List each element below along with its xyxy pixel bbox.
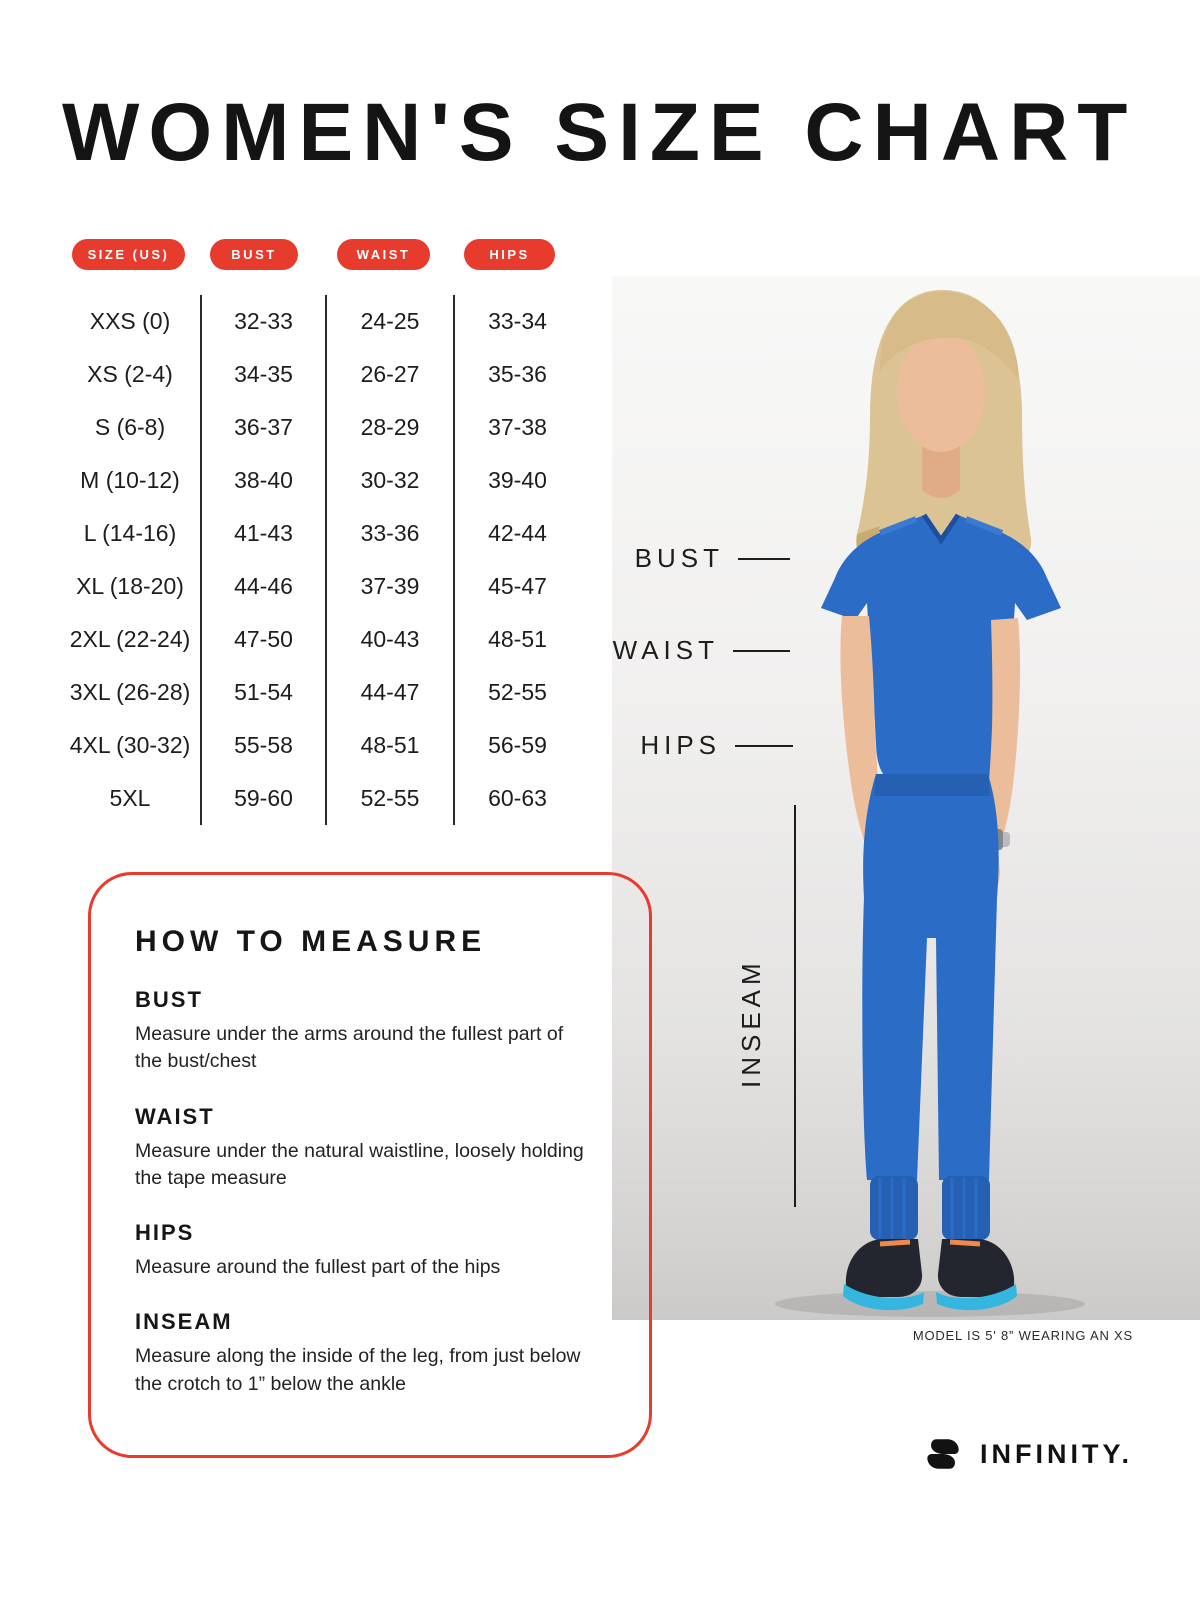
waist-pointer-label: WAIST — [612, 635, 719, 665]
size-cell: M (10-12) — [80, 467, 180, 493]
brand-logo-text: INFINITY. — [979, 1438, 1133, 1469]
how-to-measure-title: HOW TO MEASURE — [135, 925, 487, 958]
waist-pointer — [613, 635, 790, 666]
bust-cell: 41-43 — [200, 507, 325, 560]
hips-cell: 33-34 — [453, 295, 580, 348]
bust-cell: 36-37 — [200, 401, 325, 454]
brand-logo — [920, 1436, 1133, 1472]
hips-cell: 37-38 — [453, 401, 580, 454]
measure-item-label: INSEAM — [135, 1309, 233, 1335]
size-cell: 3XL (26-28) — [69, 679, 191, 705]
bust-cell: 55-58 — [200, 719, 325, 772]
hips-pointer-label: HIPS — [640, 730, 721, 760]
measure-item-text: Measure under the arms around the fullest part of the bust/chest — [135, 1023, 564, 1073]
hips-pointer — [640, 730, 793, 761]
hips-pointer-line — [735, 745, 793, 747]
waist-cell: 33-36 — [325, 507, 453, 560]
hips-cell: 52-55 — [453, 666, 580, 719]
hips-cell: 60-63 — [453, 772, 580, 825]
model-photo — [612, 276, 1200, 1320]
waist-cell: 26-27 — [325, 348, 453, 401]
table-header-hips: HIPS — [464, 239, 555, 270]
waist-cell: 48-51 — [325, 719, 453, 772]
waist-cell: 24-25 — [325, 295, 453, 348]
bust-pointer-label: BUST — [634, 543, 724, 573]
bust-cell: 34-35 — [200, 348, 325, 401]
hips-cell: 35-36 — [453, 348, 580, 401]
measure-item-text: Measure around the fullest part of the hips — [135, 1256, 501, 1279]
waist-cell: 28-29 — [325, 401, 453, 454]
inseam-pointer-label: INSEAM — [736, 958, 766, 1088]
hips-cell: 48-51 — [453, 613, 580, 666]
measure-item-label: HIPS — [135, 1220, 195, 1246]
waist-cell: 44-47 — [325, 666, 453, 719]
size-cell: 4XL (30-32) — [69, 732, 191, 758]
bust-pointer-line — [738, 558, 790, 560]
inseam-pointer-line — [794, 805, 796, 1207]
hips-cell: 42-44 — [453, 507, 580, 560]
hips-cell: 56-59 — [453, 719, 580, 772]
size-cell: XS (2-4) — [87, 361, 173, 387]
hips-cell: 39-40 — [453, 454, 580, 507]
size-cell: XL (18-20) — [76, 573, 184, 599]
table-header-size: SIZE (US) — [72, 239, 185, 270]
page-title: WOMEN'S SIZE CHART — [62, 87, 1137, 178]
waist-pointer-line — [733, 650, 790, 652]
model-illustration — [730, 276, 1130, 1320]
size-table — [60, 295, 580, 825]
bust-cell: 51-54 — [200, 666, 325, 719]
table-header-bust: BUST — [210, 239, 298, 270]
how-to-measure-box — [88, 872, 652, 1458]
size-cell: 2XL (22-24) — [69, 626, 191, 652]
bust-cell: 32-33 — [200, 295, 325, 348]
measure-item-label: BUST — [135, 987, 203, 1012]
bust-pointer — [635, 543, 790, 574]
waist-cell: 30-32 — [325, 454, 453, 507]
bust-cell: 38-40 — [200, 454, 325, 507]
measure-item-waist — [135, 1104, 595, 1193]
waist-cell: 40-43 — [325, 613, 453, 666]
size-cell: L (14-16) — [83, 520, 177, 546]
hips-cell: 45-47 — [453, 560, 580, 613]
measure-item-inseam — [135, 1309, 595, 1398]
infinity-logo-icon — [920, 1436, 966, 1472]
size-cell: S (6-8) — [94, 414, 166, 440]
measure-item-text: Measure under the natural waistline, loosely holding the tape measure — [135, 1139, 584, 1189]
measure-item-bust — [135, 987, 595, 1076]
measure-item-text: Measure along the inside of the leg, from just below the crotch to 1” below the ankle — [135, 1345, 581, 1395]
size-cell: XXS (0) — [89, 308, 171, 334]
waist-cell: 37-39 — [325, 560, 453, 613]
waist-cell: 52-55 — [325, 772, 453, 825]
bust-cell: 44-46 — [200, 560, 325, 613]
table-header-waist: WAIST — [337, 239, 430, 270]
measure-item-hips — [135, 1220, 595, 1281]
measure-item-label: WAIST — [135, 1103, 215, 1129]
size-cell: 5XL — [109, 785, 151, 811]
model-caption: MODEL IS 5' 8” WEARING AN XS — [912, 1328, 1133, 1343]
bust-cell: 47-50 — [200, 613, 325, 666]
bust-cell: 59-60 — [200, 772, 325, 825]
